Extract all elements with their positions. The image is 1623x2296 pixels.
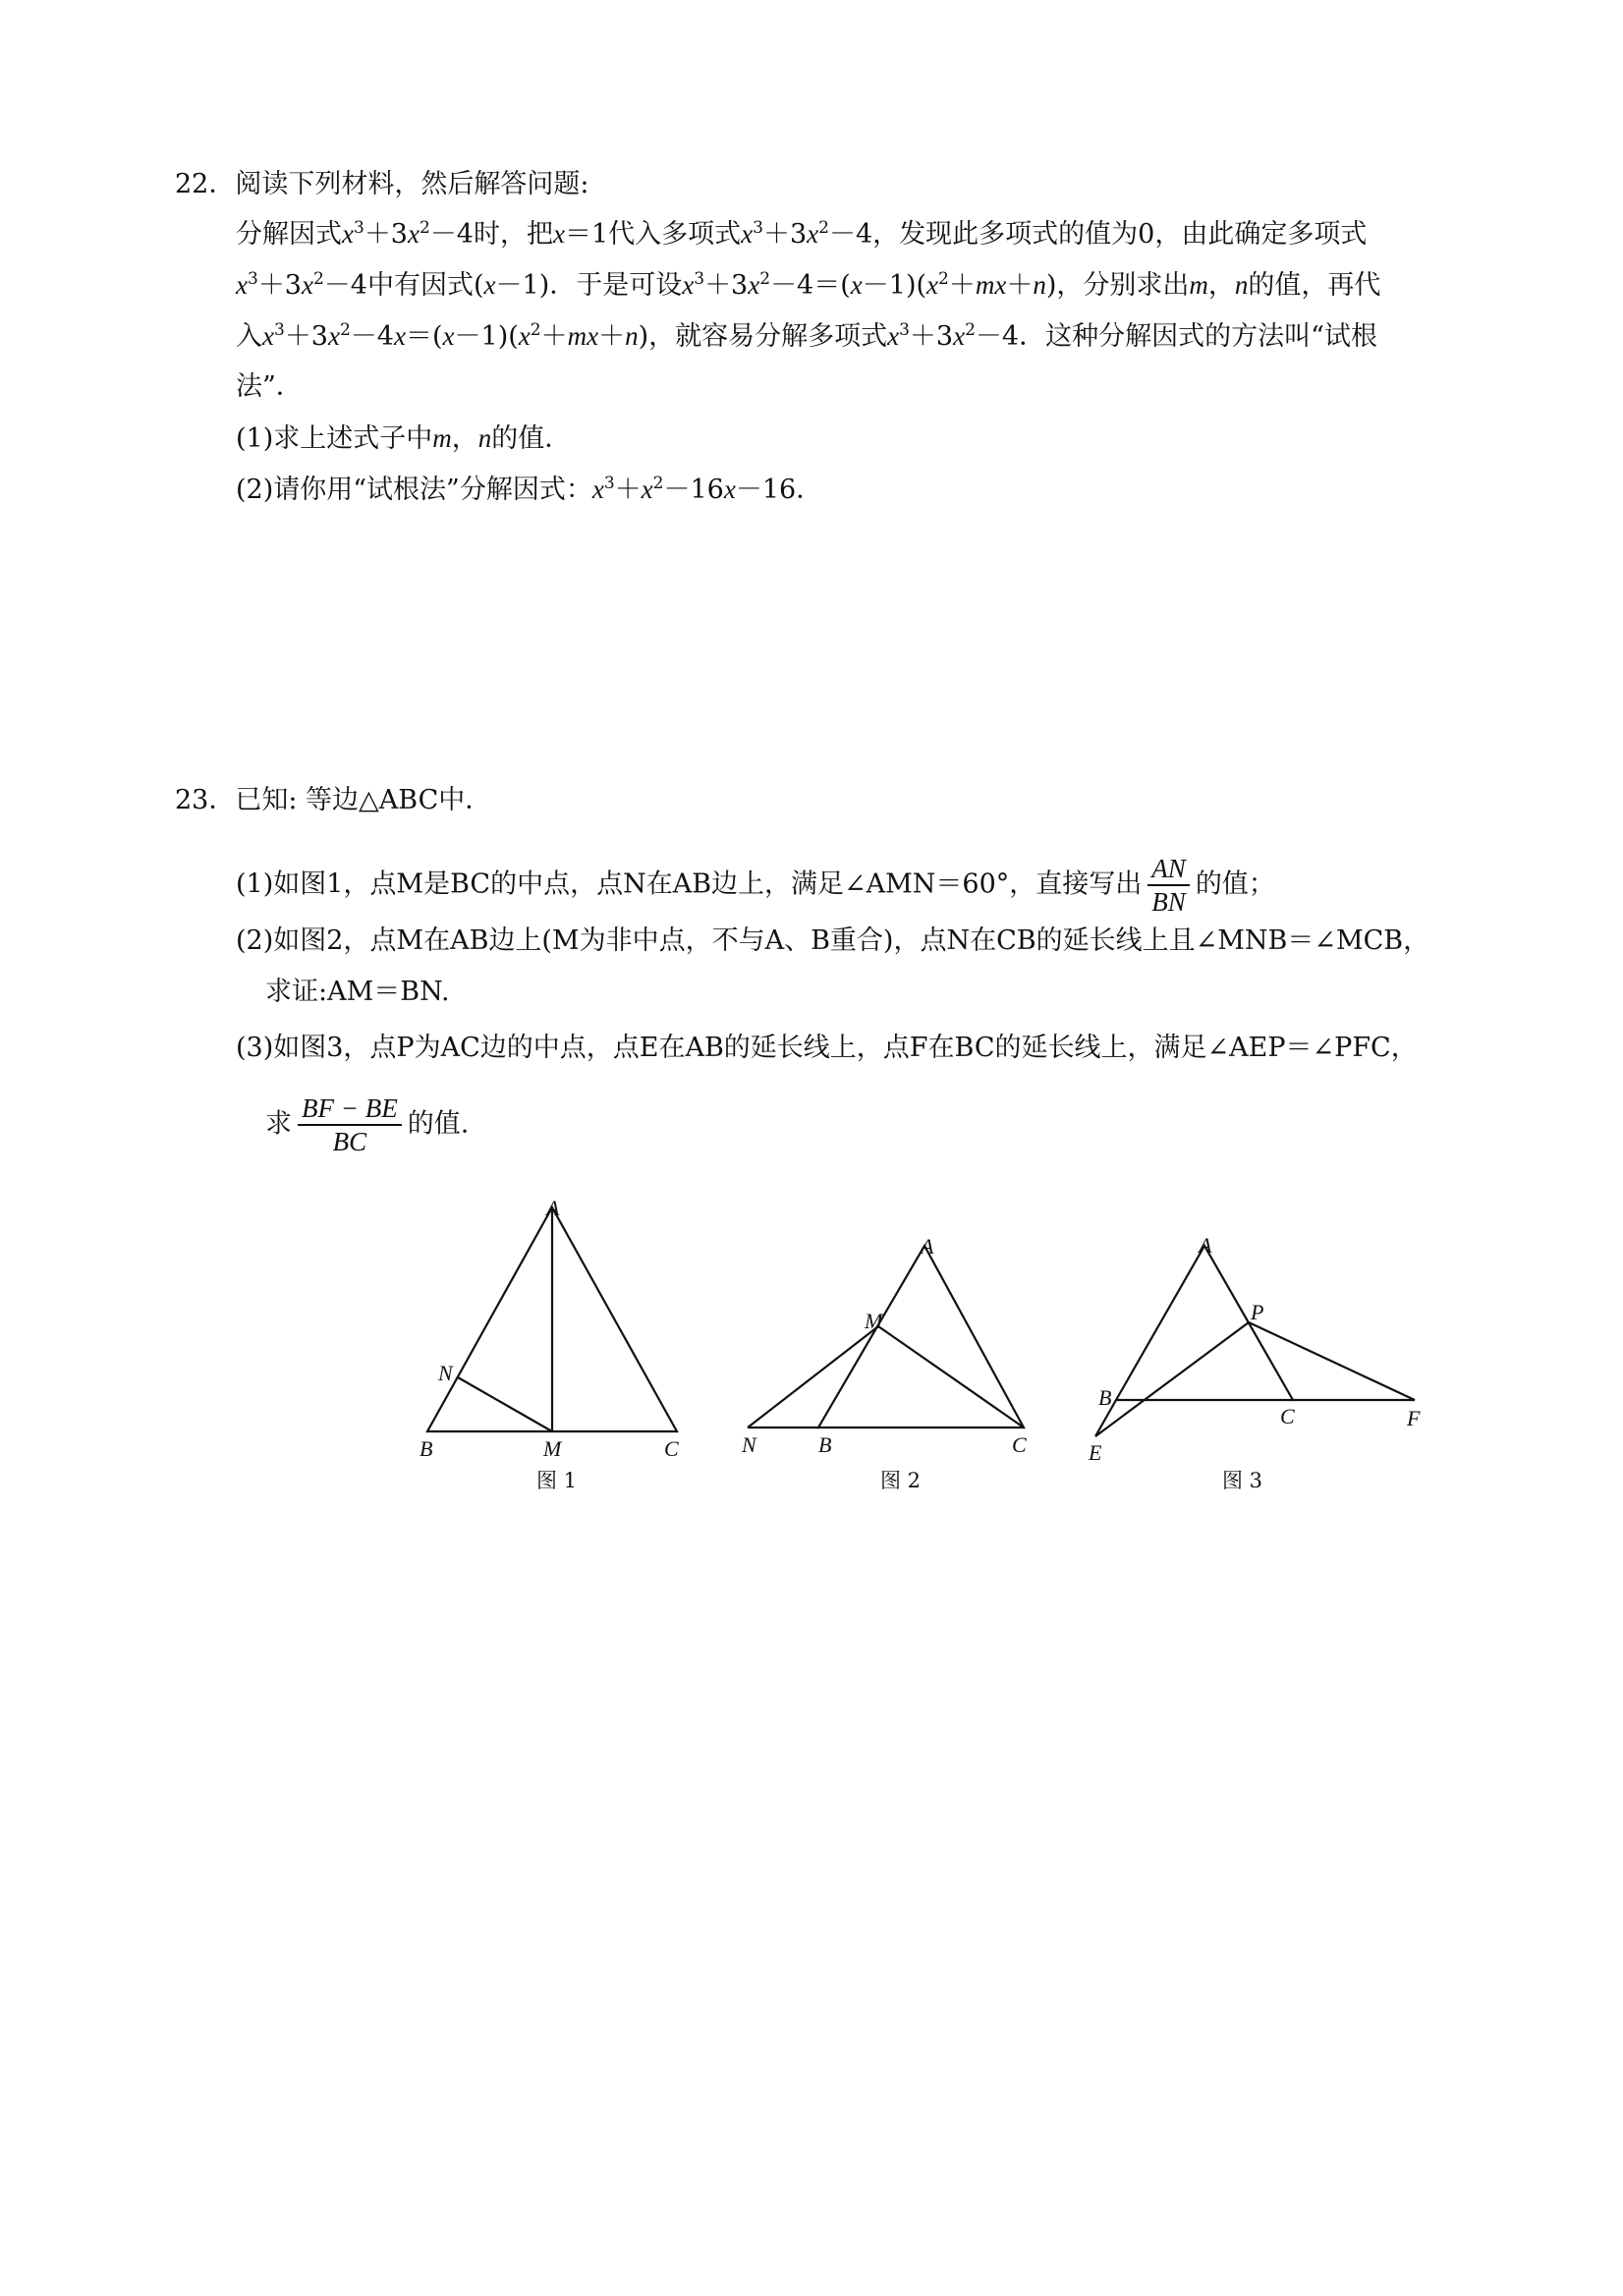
q23-intro: 已知: 等边△ABC中． [235, 785, 492, 815]
fraction-numerator: AN [1147, 853, 1190, 886]
figure-3-lines [1095, 1246, 1415, 1436]
fraction-numerator: BF − BE [298, 1092, 402, 1126]
fig1-label-A: A [546, 1196, 560, 1220]
text: 的值. [407, 1108, 470, 1140]
text: 的值； [1195, 868, 1275, 900]
fig3-label-P: P [1251, 1300, 1264, 1324]
text: 时，把 [474, 219, 553, 250]
q23-sub3-line-1: (3)如图3，点P为AC边的中点，点E在AB的延长线上，点F在BC的延长线上，满足∠AEP＝∠PFC， [236, 1033, 1418, 1063]
fig2-label-M: M [865, 1309, 883, 1333]
text: ．这种分解因式的方法叫“试根 [1019, 321, 1377, 352]
fraction-denominator: BC [332, 1127, 367, 1156]
text: 代入多项式 [608, 219, 742, 250]
text: 求 [265, 1108, 292, 1140]
text: ，分别求出 [1056, 270, 1190, 301]
text: 分解因式 [236, 219, 342, 250]
text: 的值，再代 [1248, 270, 1381, 301]
q22-paragraph-line-2: $x^3+3x^2-4$中有因式(x－1)．于是可设$x^3+3x^2-4=(x-1)(x^2+mx+n)$，分别求出m，n的值，再代 [236, 269, 1381, 301]
fig2-label-C: C [1012, 1432, 1027, 1457]
figure-2-lines [748, 1246, 1024, 1428]
q22-paragraph-line-1: 分解因式$x^3+3x^2-4$时，把x＝1代入多项式$x^3+3x^2-4$，发现此多项式的值为0，由此确定多项式 [236, 218, 1368, 250]
q22-sub1: (1)求上述式子中m，n的值． [236, 423, 572, 454]
fig2-label-B: B [818, 1432, 832, 1457]
fig2-label-A: A [921, 1234, 934, 1259]
text: ，就容易分解多项式 [648, 321, 888, 352]
fig3-label-C: C [1280, 1404, 1295, 1428]
fraction-denominator: BN [1151, 887, 1186, 917]
text: ．于是可设 [549, 270, 683, 301]
fig3-caption: 图 3 [1222, 1469, 1263, 1492]
q22-paragraph-line-3: 入$x^3+3x^2-4x=(x-1)(x^2+mx+n)$，就容易分解多项式$x^3+3x^2-4$．这种分解因式的方法叫“试根 [236, 320, 1377, 352]
fig1-caption: 图 1 [536, 1469, 578, 1492]
text: 的值． [491, 423, 572, 454]
q22-intro: 阅读下列材料，然后解答问题: [235, 169, 589, 199]
fig3-label-F: F [1407, 1406, 1421, 1430]
text: ． [796, 475, 823, 505]
fig2-caption: 图 2 [880, 1469, 922, 1492]
text: 中有因式 [367, 270, 474, 301]
fig3-label-B: B [1098, 1385, 1112, 1410]
q22-number: 22． [175, 169, 236, 199]
text: (2)请你用“试根法”分解因式： [236, 475, 592, 505]
text: (1)如图1，点M是BC的中点，点N在AB边上，满足∠AMN＝60°，直接写出 [236, 868, 1143, 900]
q22-sub2: (2)请你用“试根法”分解因式：$x^3+x^2-16x-16$． [236, 474, 823, 505]
fig1-label-N: N [438, 1361, 453, 1385]
q23-sub2-line-1: (2)如图2，点M在AB边上(M为非中点，不与A、B重合)，点N在CB的延长线上且∠MNB＝∠MCB， [236, 925, 1430, 956]
fig1-label-M: M [543, 1436, 562, 1461]
q22-paragraph-line-4: 法”． [236, 371, 303, 402]
fig3-label-E: E [1089, 1440, 1102, 1465]
q23-sub2-line-2: 求证:AM＝BN. [265, 977, 450, 1007]
text: (1)求上述式子中 [236, 423, 433, 454]
text: 入 [236, 321, 262, 352]
text: ，发现此多项式的值为0，由此确定多项式 [872, 219, 1368, 250]
fig3-label-A: A [1199, 1233, 1212, 1258]
fig1-label-C: C [664, 1436, 679, 1461]
figure-1-lines [427, 1207, 677, 1431]
fig2-label-N: N [742, 1432, 756, 1457]
q23-number: 23． [175, 785, 236, 815]
fig1-label-B: B [420, 1436, 433, 1461]
